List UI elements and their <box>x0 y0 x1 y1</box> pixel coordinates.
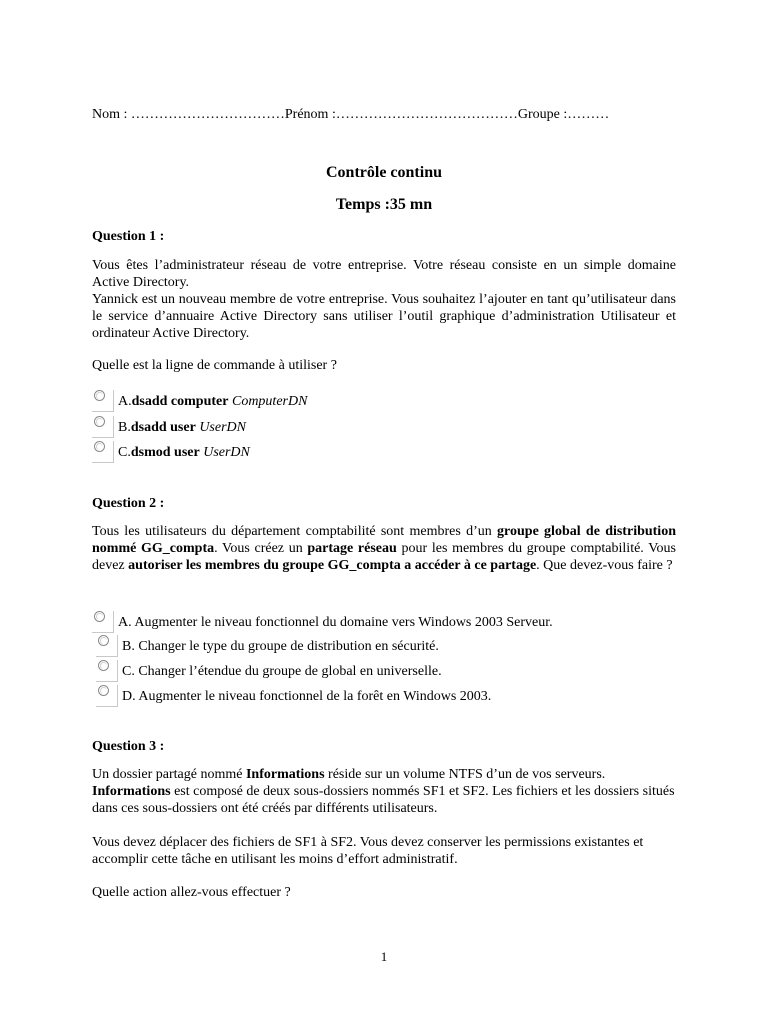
choice-argument: ComputerDN <box>231 393 308 409</box>
text-run: . Que devez-vous faire ? <box>536 558 673 573</box>
choice-argument: UserDN <box>203 444 250 460</box>
question-3-heading: Question 3 : <box>92 739 165 754</box>
question-1-paragraph-1: Vous êtes l’administrateur réseau de votre entreprise. Votre réseau consiste en un simple domaine Active Directory. <box>92 258 676 290</box>
question-1-paragraph-2: Yannick est un nouveau membre de votre entreprise. Vous souhaitez l’ajouter en tant qu’utilisateur dans le service d’annuaire Active Directory sans utiliser l’outil graphique d’administration Utilisateur et ordinateur Active Directory. <box>92 292 676 341</box>
question-2-text <box>92 523 676 574</box>
question-3-text <box>92 766 676 817</box>
bold-run: partage réseau <box>307 541 397 556</box>
choice-argument: UserDN <box>199 419 246 435</box>
question-1-choice-a[interactable] <box>92 389 307 413</box>
radio-button-icon[interactable] <box>96 685 118 707</box>
question-2-choice-c[interactable] <box>96 660 442 682</box>
question-2-heading: Question 2 : <box>92 496 165 511</box>
bold-run: groupe global de distribution nommé GG_compta <box>92 524 676 556</box>
text-run: Tous les utilisateurs du département comptabilité sont membres d’un <box>92 524 498 539</box>
radio-button-icon[interactable] <box>92 611 114 633</box>
radio-button-icon[interactable] <box>92 416 114 438</box>
bold-run: autoriser les membres du groupe GG_compta a accéder à ce partage <box>128 558 537 573</box>
question-1-choice-c[interactable] <box>92 441 250 463</box>
bold-run: Informations <box>245 767 325 782</box>
question-1-heading: Question 1 : <box>92 229 165 244</box>
exam-title: Contrôle continu <box>326 164 442 181</box>
text-run: réside sur un volume NTFS d’un de vos serveurs. <box>324 767 606 782</box>
question-2-choice-d[interactable] <box>96 685 491 707</box>
radio-button-icon[interactable] <box>92 441 114 463</box>
choice-letter: A. <box>118 393 132 409</box>
bold-run: Informations <box>92 784 171 799</box>
exam-duration: Temps :35 mn <box>335 196 433 213</box>
choice-text: B. Changer le type du groupe de distribution en sécurité. <box>122 638 439 654</box>
question-2-choice-a[interactable] <box>92 610 553 634</box>
radio-button-icon[interactable] <box>96 660 118 682</box>
text-run: pour les membres du groupe comptabilité. Vous devez <box>92 541 676 573</box>
question-3-paragraph-2: Vous devez déplacer des fichiers de SF1 à SF2. Vous devez conserver les permissions existantes et accomplir cette tâche en utilisant les moins d’effort administratif. <box>92 835 644 867</box>
text-run: . Vous créez un <box>214 541 308 556</box>
student-info-line: Nom : ……………………………Prénom :…………………………………Groupe :……… <box>92 107 610 122</box>
text-run: Un dossier partagé nommé <box>92 767 246 782</box>
choice-command: dsmod user <box>130 444 200 460</box>
question-3-prompt: Quelle action allez-vous effectuer ? <box>92 885 291 900</box>
question-2-choice-b[interactable] <box>96 635 439 657</box>
radio-button-icon[interactable] <box>92 390 114 412</box>
question-1-choice-b[interactable] <box>92 416 246 438</box>
radio-button-icon[interactable] <box>96 635 118 657</box>
page-number: 1 <box>380 949 388 964</box>
choice-text: C. Changer l’étendue du groupe de global en universelle. <box>122 663 442 679</box>
text-run: est composé de deux sous-dossiers nommés SF1 et SF2. Les fichiers et les dossiers situés dans ces sous-dossiers ont été créés par différents utilisateurs. <box>92 784 675 816</box>
choice-command: dsadd computer <box>131 393 229 409</box>
choice-letter: B. <box>118 419 131 435</box>
choice-text: D. Augmenter le niveau fonctionnel de la forêt en Windows 2003. <box>122 688 492 704</box>
question-1-text <box>92 257 676 342</box>
choice-letter: C. <box>118 444 131 460</box>
choice-text: A. Augmenter le niveau fonctionnel du domaine vers Windows 2003 Serveur. <box>118 614 553 630</box>
choice-command: dsadd user <box>130 419 196 435</box>
question-1-prompt: Quelle est la ligne de commande à utiliser ? <box>92 358 337 373</box>
